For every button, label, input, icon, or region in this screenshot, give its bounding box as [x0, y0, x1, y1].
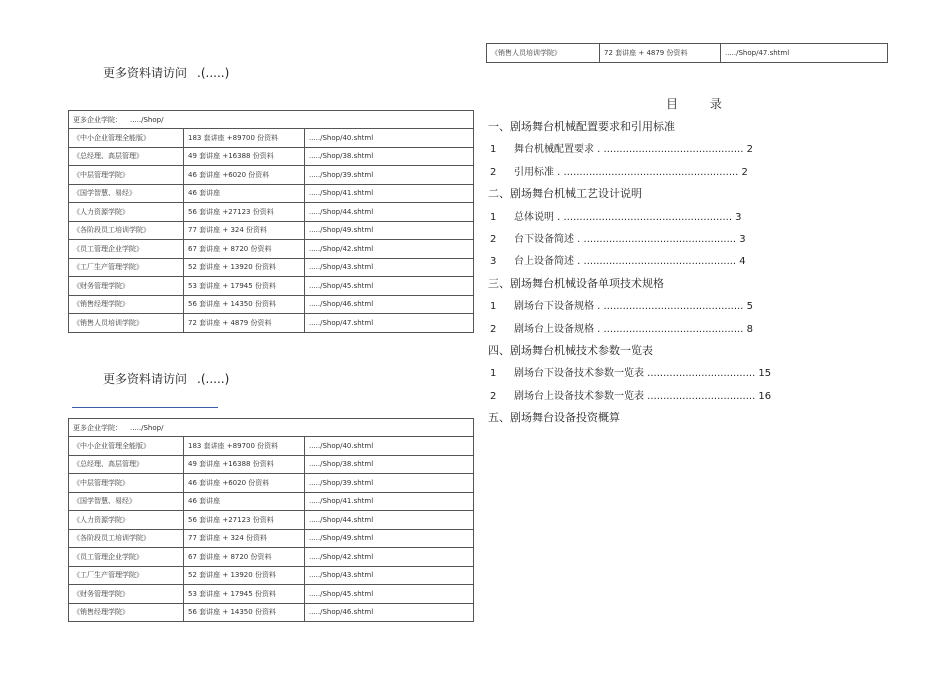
toc-entry-text: 台上设备简述 . ................................................ 4	[514, 256, 746, 268]
academy-name: 《中层管理学院》	[69, 166, 184, 185]
table-row	[69, 240, 474, 259]
visit-label: 更多资料请访问	[103, 372, 188, 386]
academy-name: 《员工管理企业学院》	[69, 548, 184, 567]
academy-link[interactable]: ...../Shop/38.shtml	[305, 455, 474, 474]
table-header-cell	[69, 419, 474, 437]
toc-entry-number: 2	[490, 166, 497, 178]
toc-entry-text: 舞台机械配置要求 . ............................................ 2	[514, 144, 753, 156]
academy-name: 《国学智慧、易经》	[69, 184, 184, 203]
header-label: 更多企业学院：	[73, 115, 122, 124]
table-row	[69, 603, 474, 622]
header-link[interactable]: ...../Shop/	[130, 115, 164, 124]
academy-count: 56 套讲座 +27123 份资料	[184, 203, 305, 222]
academy-count: 183 套讲座 +89700 份资料	[184, 129, 305, 148]
academy-link[interactable]: ...../Shop/41.shtml	[305, 492, 474, 511]
academy-count: 49 套讲座 +16388 份资料	[184, 147, 305, 166]
table-row	[69, 129, 474, 148]
academy-name: 《国学智慧、易经》	[69, 492, 184, 511]
academy-count: 72 套讲座 + 4879 份资料	[600, 44, 721, 63]
academy-name: 《人力资源学院》	[69, 203, 184, 222]
visit-more-text-2	[103, 370, 229, 387]
academy-count: 46 套讲座	[184, 184, 305, 203]
academy-link[interactable]: ...../Shop/40.shtml	[305, 437, 474, 456]
resource-table-top-right	[486, 43, 888, 63]
academy-link[interactable]: ...../Shop/41.shtml	[305, 184, 474, 203]
academy-name: 《总经理、高层管理》	[69, 455, 184, 474]
header-label: 更多企业学院：	[73, 423, 122, 432]
toc-entry-text: 剧场台上设备技术参数一览表 .................................. 16	[514, 390, 772, 402]
academy-count: 56 套讲座 +27123 份资料	[184, 511, 305, 530]
academy-name: 《中小企业管理全能版》	[69, 437, 184, 456]
academy-link[interactable]: ...../Shop/39.shtml	[305, 166, 474, 185]
academy-count: 46 套讲座	[184, 492, 305, 511]
visit-label: 更多资料请访问	[103, 66, 188, 80]
table-row	[69, 277, 474, 296]
table-row	[69, 455, 474, 474]
table-row	[69, 258, 474, 277]
table-row	[69, 511, 474, 530]
toc-entry-text: 总体说明 . ..................................................... 3	[514, 211, 742, 223]
academy-link[interactable]: ...../Shop/40.shtml	[305, 129, 474, 148]
academy-name: 《员工管理企业学院》	[69, 240, 184, 259]
academy-count: 46 套讲座 +6020 份资料	[184, 474, 305, 493]
table-row	[69, 203, 474, 222]
academy-name: 《销售人员培训学院》	[69, 314, 184, 333]
toc-entry-text: 剧场台下设备技术参数一览表 .................................. 15	[514, 368, 772, 380]
academy-name: 《销售经理学院》	[69, 295, 184, 314]
toc-entry[interactable]	[490, 297, 753, 312]
academy-link[interactable]: ...../Shop/42.shtml	[305, 240, 474, 259]
academy-link[interactable]: ...../Shop/47.shtml	[721, 44, 888, 63]
table-row	[487, 44, 888, 63]
academy-name: 《销售人员培训学院》	[487, 44, 600, 63]
resource-table-1	[68, 110, 474, 333]
toc-entry[interactable]	[490, 252, 746, 267]
toc-entry-text: 台下设备简述 . ................................................ 3	[514, 234, 746, 245]
table-row	[69, 314, 474, 333]
table-row	[69, 492, 474, 511]
academy-link[interactable]: ...../Shop/47.shtml	[305, 314, 474, 333]
toc-section-heading[interactable]: 四、剧场舞台机械技术参数一览表	[488, 344, 653, 357]
academy-count: 53 套讲座 + 17945 份资料	[184, 585, 305, 604]
toc-section-heading[interactable]: 一、剧场舞台机械配置要求和引用标准	[488, 120, 675, 133]
visit-suffix: .(.....)	[197, 66, 230, 80]
toc-entry-number: 1	[490, 144, 497, 156]
table-row	[69, 585, 474, 604]
academy-link[interactable]: ...../Shop/43.shtml	[305, 566, 474, 585]
toc-entry-number: 2	[490, 234, 497, 245]
academy-link[interactable]: ...../Shop/42.shtml	[305, 548, 474, 567]
toc-entry-number: 2	[490, 390, 497, 402]
academy-count: 72 套讲座 + 4879 份资料	[184, 314, 305, 333]
academy-link[interactable]: ...../Shop/44.shtml	[305, 203, 474, 222]
academy-link[interactable]: ...../Shop/49.shtml	[305, 529, 474, 548]
academy-count: 77 套讲座 + 324 份资料	[184, 221, 305, 240]
academy-name: 《总经理、高层管理》	[69, 147, 184, 166]
academy-count: 49 套讲座 +16388 份资料	[184, 455, 305, 474]
table-row	[69, 437, 474, 456]
academy-link[interactable]: ...../Shop/45.shtml	[305, 277, 474, 296]
academy-count: 77 套讲座 + 324 份资料	[184, 529, 305, 548]
table-row	[69, 166, 474, 185]
academy-link[interactable]: ...../Shop/46.shtml	[305, 295, 474, 314]
academy-name: 《各阶段员工培训学院》	[69, 221, 184, 240]
academy-name: 《财务管理学院》	[69, 585, 184, 604]
toc-entry[interactable]	[490, 364, 771, 379]
header-link[interactable]: ...../Shop/	[130, 423, 164, 432]
toc-entry-number: 3	[490, 256, 497, 268]
academy-link[interactable]: ...../Shop/44.shtml	[305, 511, 474, 530]
toc-entry-text: 剧场台下设备规格 . ............................................ 5	[514, 301, 753, 313]
table-header-row	[69, 111, 474, 129]
toc-entry-number: 2	[490, 323, 497, 335]
toc-entry-number: 1	[490, 301, 497, 313]
toc-title: 目 录	[666, 97, 736, 111]
academy-count: 52 套讲座 + 13920 份资料	[184, 258, 305, 277]
table-row	[69, 548, 474, 567]
toc-entry-text: 引用标准 . ....................................................... 2	[514, 166, 748, 178]
academy-name: 《销售经理学院》	[69, 603, 184, 622]
table-row	[69, 474, 474, 493]
academy-count: 183 套讲座 +89700 份资料	[184, 437, 305, 456]
table-row	[69, 529, 474, 548]
academy-name: 《中小企业管理全能版》	[69, 129, 184, 148]
academy-link[interactable]: ...../Shop/43.shtml	[305, 258, 474, 277]
academy-name: 《工厂生产管理学院》	[69, 566, 184, 585]
academy-count: 67 套讲座 + 8720 份资料	[184, 240, 305, 259]
academy-link[interactable]: ...../Shop/45.shtml	[305, 585, 474, 604]
toc-entry[interactable]	[490, 208, 742, 223]
table-row	[69, 221, 474, 240]
toc-entry[interactable]	[490, 230, 746, 245]
table-header-cell	[69, 111, 474, 129]
visit-more-text-1	[103, 64, 229, 81]
toc-entry-number: 1	[490, 211, 497, 223]
academy-count: 56 套讲座 + 14350 份资料	[184, 603, 305, 622]
table-row	[69, 566, 474, 585]
academy-name: 《各阶段员工培训学院》	[69, 529, 184, 548]
table-row	[69, 147, 474, 166]
academy-link[interactable]: ...../Shop/49.shtml	[305, 221, 474, 240]
academy-link[interactable]: ...../Shop/46.shtml	[305, 603, 474, 622]
academy-name: 《人力资源学院》	[69, 511, 184, 530]
toc-entry[interactable]	[490, 387, 771, 402]
academy-name: 《工厂生产管理学院》	[69, 258, 184, 277]
resource-table-2	[68, 418, 474, 622]
visit-suffix: .(.....)	[197, 372, 230, 386]
academy-name: 《财务管理学院》	[69, 277, 184, 296]
toc-entry[interactable]	[490, 140, 753, 155]
academy-link[interactable]: ...../Shop/39.shtml	[305, 474, 474, 493]
link-underline	[72, 407, 218, 408]
toc-entry-text: 剧场台上设备规格 . ............................................ 8	[514, 323, 753, 335]
academy-count: 53 套讲座 + 17945 份资料	[184, 277, 305, 296]
toc-entry[interactable]	[490, 320, 753, 335]
table-row	[69, 184, 474, 203]
toc-section-heading[interactable]: 五、剧场舞台设备投资概算	[488, 411, 620, 425]
academy-link[interactable]: ...../Shop/38.shtml	[305, 147, 474, 166]
table-header-row	[69, 419, 474, 437]
toc-entry-number: 1	[490, 368, 497, 380]
toc-section-heading[interactable]: 二、剧场舞台机械工艺设计说明	[488, 187, 642, 201]
table-row	[69, 295, 474, 314]
academy-count: 46 套讲座 +6020 份资料	[184, 166, 305, 185]
academy-count: 67 套讲座 + 8720 份资料	[184, 548, 305, 567]
academy-count: 56 套讲座 + 14350 份资料	[184, 295, 305, 314]
toc-entry[interactable]	[490, 163, 748, 178]
toc-section-heading[interactable]: 三、剧场舞台机械设备单项技术规格	[488, 276, 664, 290]
academy-name: 《中层管理学院》	[69, 474, 184, 493]
academy-count: 52 套讲座 + 13920 份资料	[184, 566, 305, 585]
